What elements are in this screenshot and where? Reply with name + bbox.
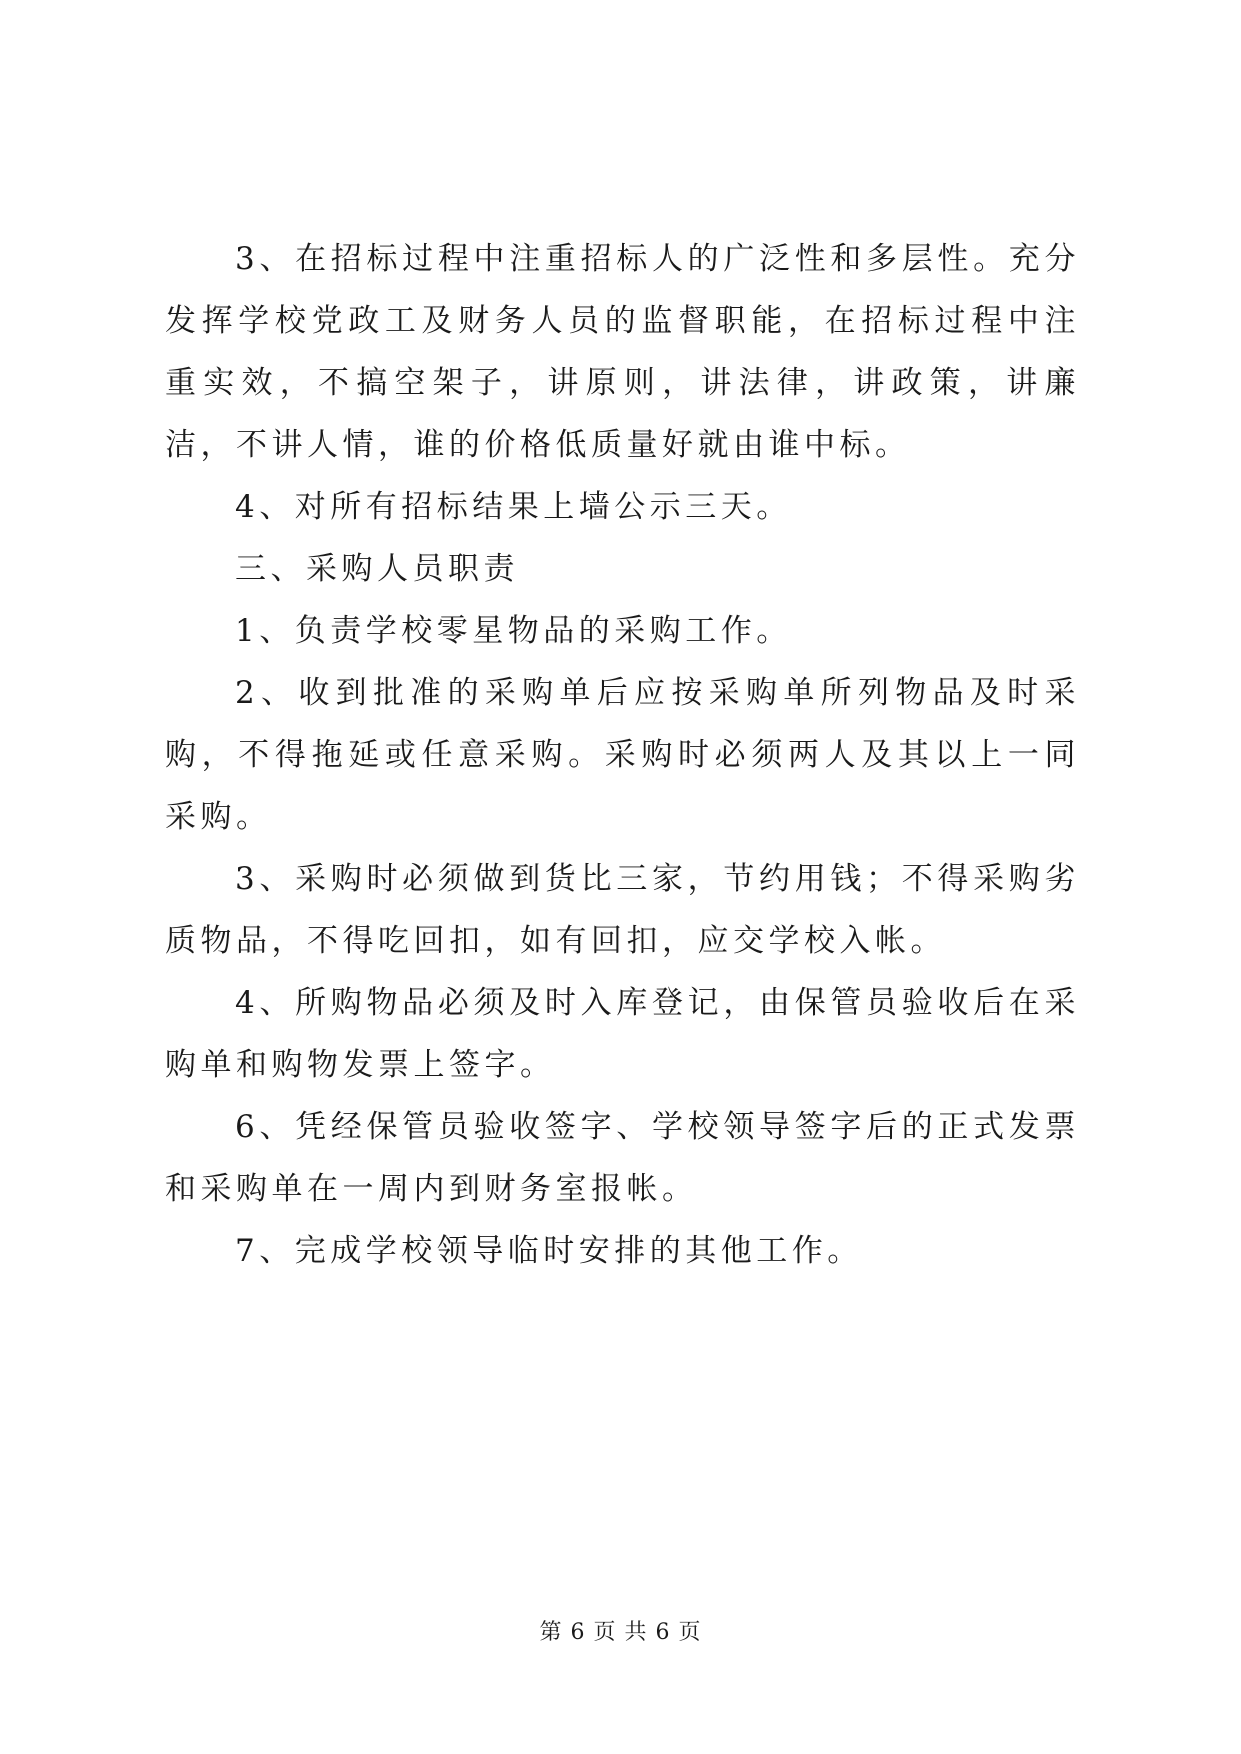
paragraph-duty-7: 7、完成学校领导临时安排的其他工作。 [235,1233,863,1269]
paragraph-duty-1: 1、负责学校零星物品的采购工作。 [235,613,792,649]
paragraph-duty-2: 2、收到批准的采购单后应按采购单所列物品及时采购，不得拖延或任意采购。采购时必须两人及其以上一同采购。 [165,675,1080,835]
page-number-footer: 第 6 页 共 6 页 [539,1620,702,1645]
section-heading-purchaser-duties: 三、采购人员职责 [235,551,519,587]
paragraph-bidding-publicity: 4、对所有招标结果上墙公示三天。 [235,489,792,525]
document-body [165,228,1080,1282]
paragraph-bidding-breadth: 3、在招标过程中注重招标人的广泛性和多层性。充分发挥学校党政工及财务人员的监督职能，在招标过程中注重实效，不搞空架子，讲原则，讲法律，讲政策，讲廉洁，不讲人情，谁的价格低质量好就由谁中标。 [165,241,1080,463]
paragraph-duty-4: 4、所购物品必须及时入库登记，由保管员验收后在采购单和购物发票上签字。 [165,985,1080,1083]
paragraph-duty-6: 6、凭经保管员验收签字、学校领导签字后的正式发票和采购单在一周内到财务室报帐。 [165,1109,1080,1207]
paragraph-duty-3: 3、采购时必须做到货比三家，节约用钱；不得采购劣质物品，不得吃回扣，如有回扣，应交学校入帐。 [165,861,1080,959]
